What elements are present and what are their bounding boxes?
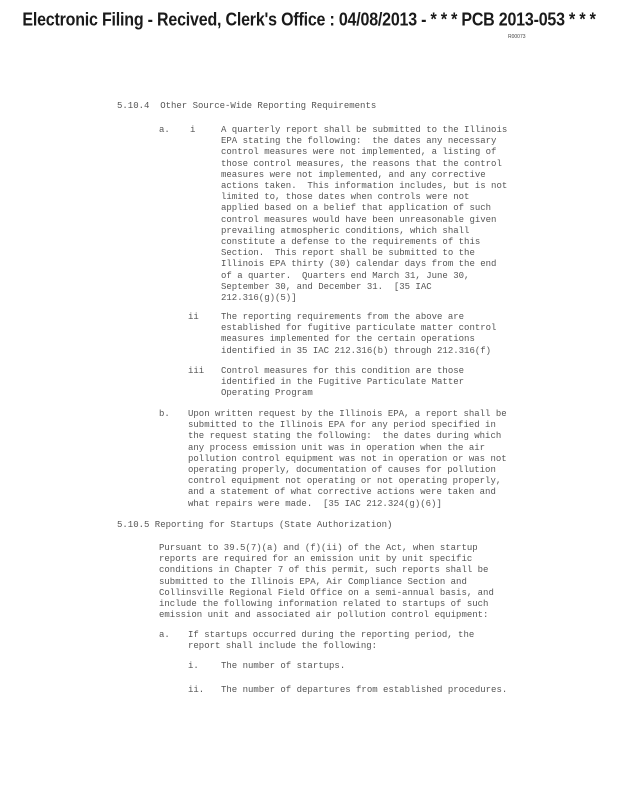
item-label-b: b. xyxy=(159,409,170,419)
paragraph-startup-a-ii: The number of departures from established procedures. xyxy=(221,685,508,695)
paragraph-startup-a-i: The number of startups. xyxy=(221,661,346,671)
item-label-a-i: i xyxy=(190,125,196,135)
section-heading-5-10-5: 5.10.5 Reporting for Startups (State Authorization) xyxy=(117,520,393,530)
section-heading-5-10-4: 5.10.4 Other Source-Wide Reporting Requirements xyxy=(117,101,377,111)
item-label-a-ii: ii xyxy=(188,312,199,322)
item-label-startup-a-ii: ii. xyxy=(188,685,205,695)
paragraph-startup-a: If startups occurred during the reporting period, the report shall include the following: xyxy=(188,630,475,652)
item-label-startup-a: a. xyxy=(159,630,170,640)
item-label-a: a. xyxy=(159,125,170,135)
paragraph-b: Upon written request by the Illinois EPA, a report shall be submitted to the Illinois EPA for any period specified in the request stating the following: the dates during which any process emission unit was in operation when the air pollution control equipment was not in operation or was not operating properly, documentation of causes for pollution control equipment not operating or not operating properly, and a statement of what corrective actions were taken and what repairs were made. [35 IAC 212.324(g)(6)] xyxy=(188,409,507,509)
item-label-a-iii: iii xyxy=(188,366,205,376)
page-code: R00073 xyxy=(508,34,526,40)
paragraph-a-ii: The reporting requirements from the above are established for fugitive particulate matter control measures implemented for the certain operations identified in 35 IAC 212.316(b) through 212.316(f) xyxy=(221,312,497,356)
item-label-startup-a-i: i. xyxy=(188,661,199,671)
paragraph-a-i: A quarterly report shall be submitted to the Illinois EPA stating the following: the dates any necessary control measures were not implemented, a listing of those control measures, the reasons that the control measures were not implemented, and any corrective actions taken. This information includes, but is not limited to, those dates when controls were not applied based on a belief that application of such control measures would have been unreasonable given prevailing atmospheric conditions, which shall constitute a defense to the requirements of this Section. This report shall be submitted to the Illinois EPA thirty (30) calendar days from the end of a quarter. Quarters end March 31, June 30, September 30, and December 31. [35 IAC 212.316(g)(5)] xyxy=(221,125,508,304)
paragraph-startup-intro: Pursuant to 39.5(7)(a) and (f)(ii) of the Act, when startup reports are required for an emission unit by unit specific conditions in Chapter 7 of this permit, such reports shall be submitted to the Illinois EPA, Air Compliance Section and Collinsville Regional Field Office on a semi-annual basis, and include the following information related to startups of such emission unit and associated air pollution control equipment: xyxy=(159,543,494,621)
paragraph-a-iii: Control measures for this condition are those identified in the Fugitive Particulate Matter Operating Program xyxy=(221,366,465,399)
filing-stamp: Electronic Filing - Recived, Clerk's Office : 04/08/2013 - * * * PCB 2013-053 * * * xyxy=(22,10,596,31)
